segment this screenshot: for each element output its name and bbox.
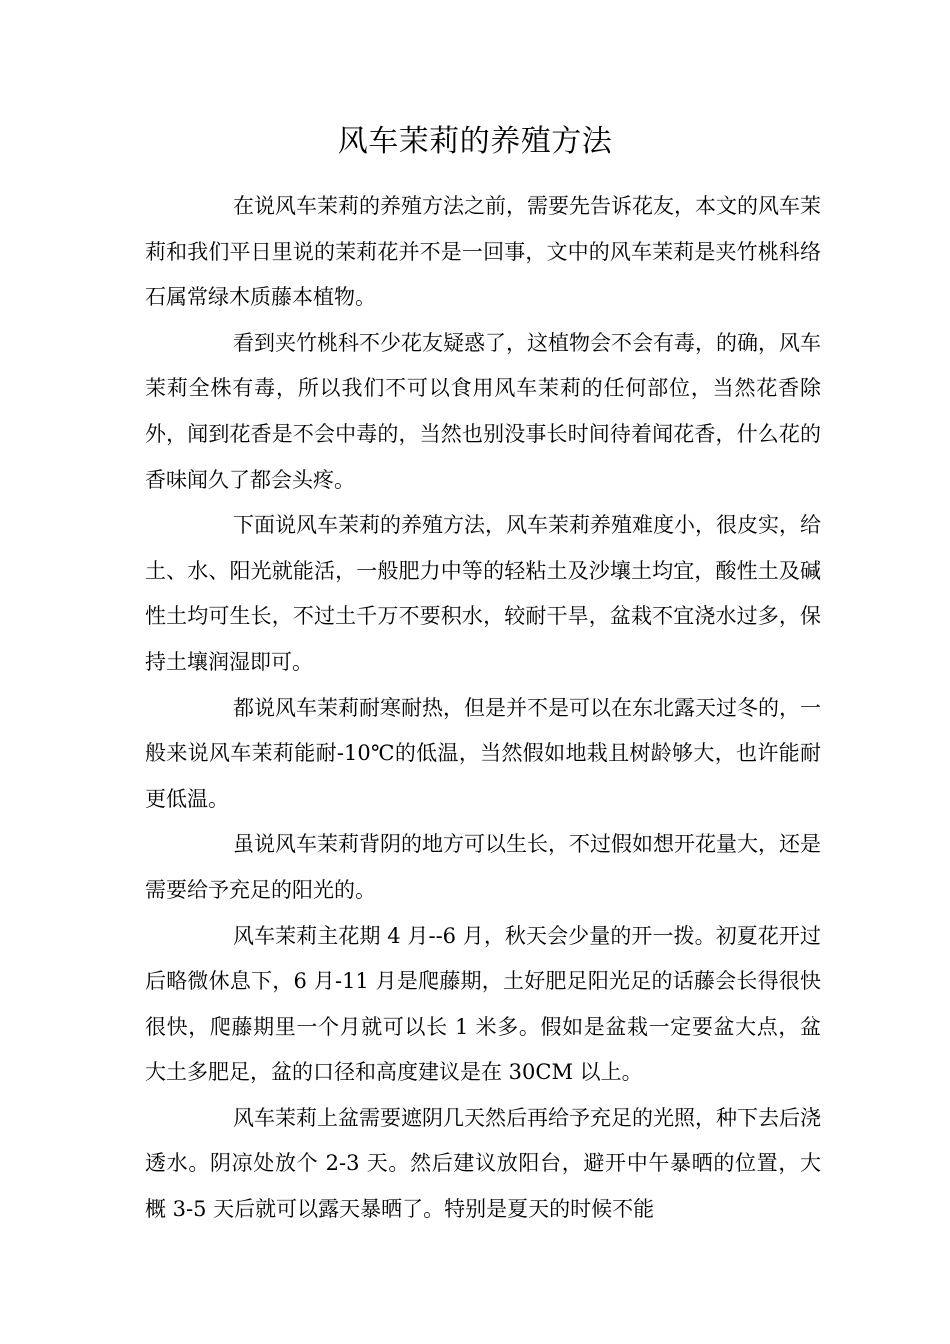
paragraph-5: 虽说风车茉莉背阴的地方可以生长，不过假如想开花量大，还是需要给予充足的阳光的。: [145, 832, 821, 902]
paragraph-4: 都说风车茉莉耐寒耐热，但是并不是可以在东北露天过冬的，一般来说风车茉莉能耐-10℃的低温，当然假如地栽且树龄够大，也许能耐更低温。: [145, 695, 821, 811]
paragraph-1: 在说风车茉莉的养殖方法之前，需要先告诉花友，本文的风车茉莉和我们平日里说的茉莉花并不是一回事，文中的风车茉莉是夹竹桃科络石属常绿木质藤本植物。: [145, 194, 821, 310]
document-body: [145, 184, 821, 1233]
paragraph-3: 下面说风车茉莉的养殖方法，风车茉莉养殖难度小，很皮实，给土、水、阳光就能活，一般肥力中等的轻粘土及沙壤土均宜，酸性土及碱性土均可生长，不过土千万不要积水，较耐干旱，盆栽不宜浇水过多，保持土壤润湿即可。: [145, 513, 821, 674]
paragraph-6: 风车茉莉主花期 4 月--6 月，秋天会少量的开一拨。初夏花开过后略微休息下，6 月-11 月是爬藤期，土好肥足阳光足的话藤会长得很快很快，爬藤期里一个月就可以长 1 米多。假如是盆栽一定要盆大点，盆大土多肥足，盆的口径和高度建议是在 30CM 以上。: [145, 923, 821, 1085]
paragraph-2: 看到夹竹桃科不少花友疑惑了，这植物会不会有毒，的确，风车茉莉全株有毒，所以我们不可以食用风车茉莉的任何部位，当然花香除外，闻到花香是不会中毒的，当然也别没事长时间待着闻花香，什么花的香味闻久了都会头疼。: [145, 330, 821, 492]
paragraph-7: 风车茉莉上盆需要遮阴几天然后再给予充足的光照，种下去后浇透水。阴凉处放个 2-3 天。然后建议放阳台，避开中午暴晒的位置，大概 3-5 天后就可以露天暴晒了。特别是夏天的时候不能: [145, 1105, 821, 1222]
document-title: 风车茉莉的养殖方法: [337, 124, 613, 159]
